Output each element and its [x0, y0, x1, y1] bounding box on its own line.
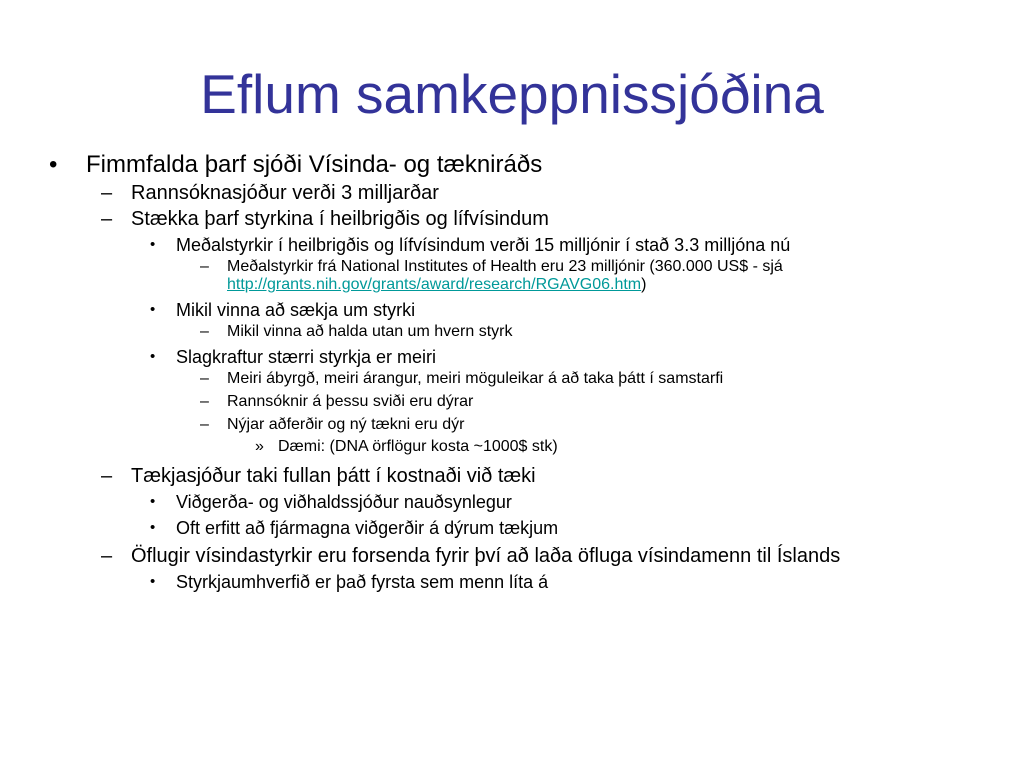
- dash-marker: –: [101, 208, 113, 230]
- list-item-level3: [0, 298, 1024, 322]
- list-item-text: Meðalstyrkir frá National Institutes of Health eru 23 milljónir (360.000 US$ - sjá: [227, 258, 783, 275]
- list-item-level4: [0, 258, 987, 294]
- list-item-level4: [0, 416, 1024, 434]
- list-item-text: Stækka þarf styrkina í heilbrigðis og lífvísindum: [131, 208, 549, 230]
- list-item-text: Rannsóknasjóður verði 3 milljarðar: [131, 182, 439, 204]
- bullet-marker: •: [150, 573, 156, 590]
- list-item-level4: [0, 323, 1024, 341]
- list-item-text: Slagkraftur stærri styrkja er meiri: [176, 347, 437, 367]
- list-item-text: Meðalstyrkir í heilbrigðis og lífvísindum verði 15 milljónir í stað 3.3 milljóna nú: [176, 235, 791, 255]
- list-item-text: Nýjar aðferðir og ný tækni eru dýr: [227, 416, 465, 433]
- bullet-marker: •: [49, 151, 58, 178]
- list-item-text: Tækjasjóður taki fullan þátt í kostnaði við tæki: [131, 465, 536, 487]
- dash-marker: –: [200, 416, 209, 433]
- dash-marker: –: [101, 545, 113, 567]
- bullet-marker: •: [150, 519, 156, 536]
- list-item-level3: [0, 233, 1024, 257]
- list-item-level3: [0, 516, 1024, 540]
- bullet-marker: •: [150, 348, 156, 365]
- dash-marker: –: [101, 182, 113, 204]
- list-item-level3: [0, 490, 1024, 514]
- list-item-level2: [0, 545, 981, 567]
- bullet-marker: •: [150, 301, 156, 318]
- list-item-level4: [0, 393, 1024, 411]
- list-item-level2: [0, 207, 1024, 232]
- dash-marker: –: [200, 258, 209, 275]
- dash-marker: –: [200, 323, 209, 340]
- list-item-level4: [0, 370, 1024, 388]
- list-item-level1: [0, 150, 1024, 180]
- raquo-marker: »: [255, 438, 264, 455]
- slide-title: Eflum samkeppnissjóðina: [200, 63, 824, 125]
- list-item-text: Viðgerða- og viðhaldssjóður nauðsynlegur: [176, 492, 512, 512]
- list-item-text: Fimmfalda þarf sjóði Vísinda- og tækniráðs: [86, 151, 543, 178]
- list-item-text: Meiri ábyrgð, meiri árangur, meiri möguleikar á að taka þátt í samstarfi: [227, 370, 724, 387]
- list-item-text: Mikil vinna að halda utan um hvern styrk: [227, 323, 513, 340]
- list-item-text: Styrkjaumhverfið er það fyrsta sem menn líta á: [176, 572, 549, 592]
- list-item-level5: [0, 436, 1024, 458]
- bullet-list: [0, 150, 1024, 594]
- list-item-level2: [0, 181, 1024, 206]
- dash-marker: –: [200, 370, 209, 387]
- list-item-text: Öflugir vísindastyrkir eru forsenda fyrir því að laða öfluga vísindamenn til Íslands: [131, 545, 841, 567]
- bullet-marker: •: [150, 236, 156, 253]
- list-item-level3: [0, 570, 1024, 594]
- list-item-text-suffix: ): [641, 276, 647, 293]
- list-item-level3: [0, 345, 1024, 369]
- list-item-level2: [0, 464, 1024, 489]
- nih-grants-link[interactable]: http://grants.nih.gov/grants/award/research/RGAVG06.htm: [227, 276, 642, 293]
- dash-marker: –: [101, 465, 113, 487]
- list-item-text: Oft erfitt að fjármagna viðgerðir á dýrum tækjum: [176, 518, 559, 538]
- bullet-marker: •: [150, 493, 156, 510]
- list-item-text: Rannsóknir á þessu sviði eru dýrar: [227, 393, 474, 410]
- dash-marker: –: [200, 393, 209, 410]
- list-item-text: Mikil vinna að sækja um styrki: [176, 300, 416, 320]
- list-item-text: Dæmi: (DNA örflögur kosta ~1000$ stk): [278, 438, 558, 455]
